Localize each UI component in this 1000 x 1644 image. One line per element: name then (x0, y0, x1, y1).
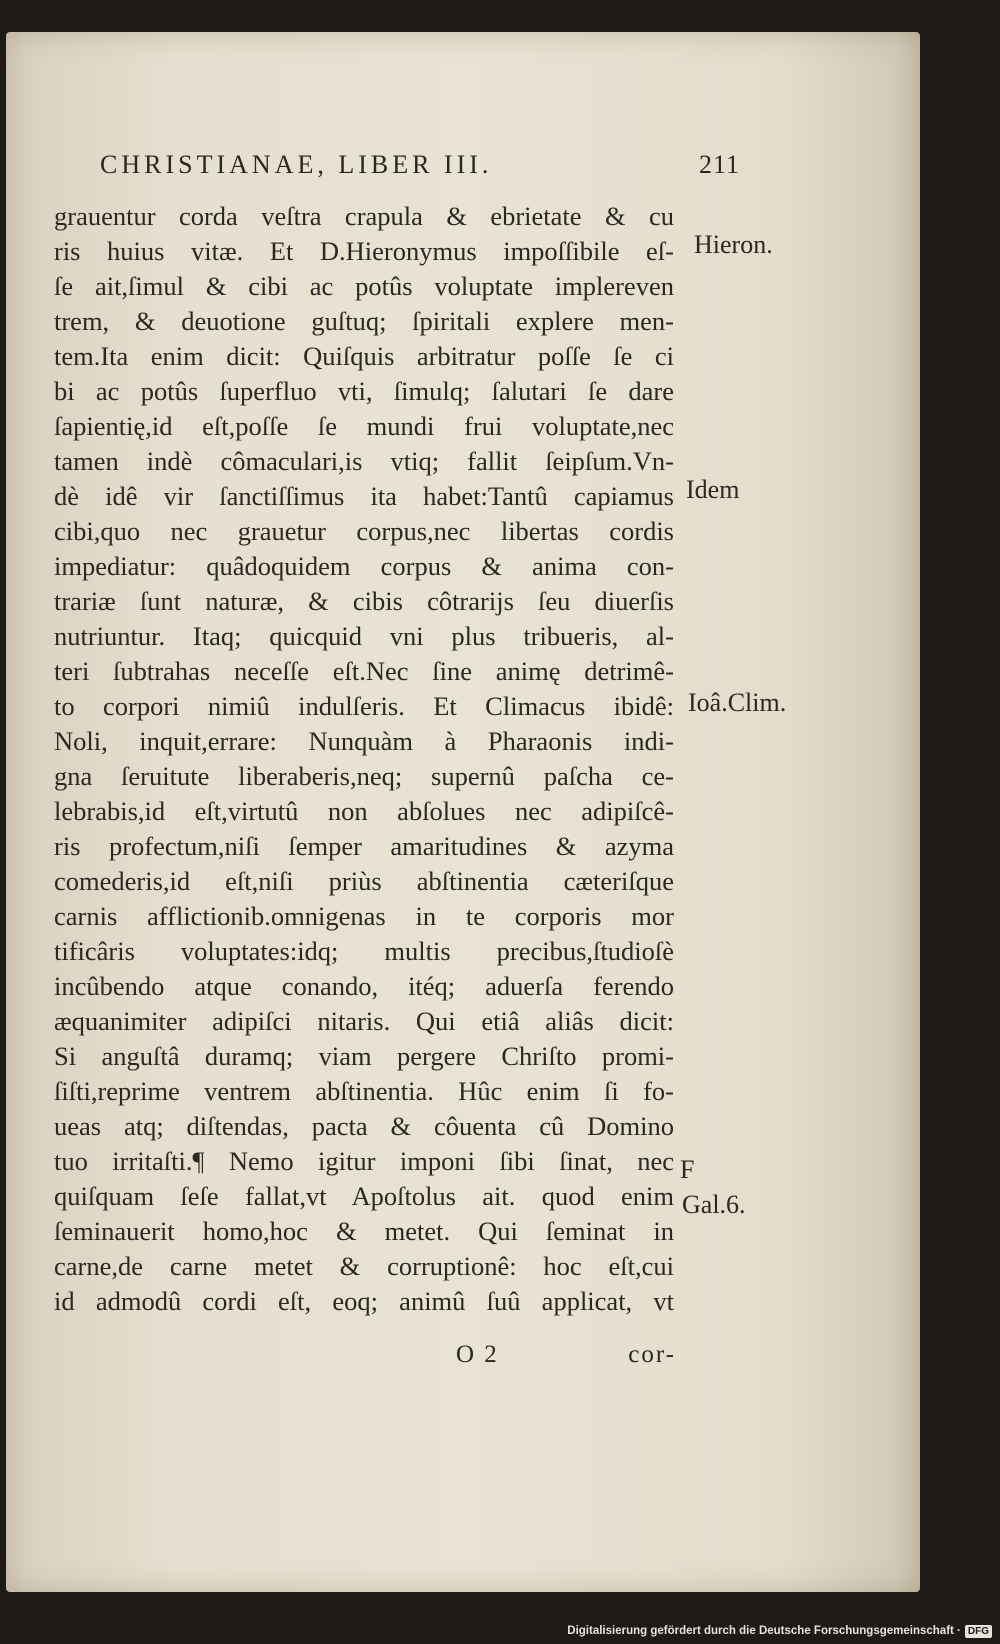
margin-note-section-f: F (680, 1155, 695, 1184)
text-line: trem, & deuotione guſtuq; ſpiritali explere men- (54, 306, 674, 336)
text-line: Noli, inquit,errare: Nunquàm à Pharaonis indi- (54, 726, 674, 756)
catchline (456, 1341, 676, 1369)
text-line: to corpori nimiû indulſeris. Et Climacus ibidê: (54, 691, 674, 721)
text-line: tem.Ita enim dicit: Quiſquis arbitratur poſſe ſe ci (54, 341, 674, 371)
body-text (54, 199, 674, 1319)
text-line: gna ſeruitute liberaberis,neq; supernû paſcha ce- (54, 761, 674, 791)
text-line: bi ac potûs ſuperfluo vti, ſimulq; ſalutari ſe dare (54, 376, 674, 406)
text-line: carne,de carne metet & corruptionê: hoc eſt,cui (54, 1251, 674, 1281)
folio-number: 211 (698, 150, 740, 179)
text-line: quiſquam ſeſe fallat,vt Apoſtolus ait. quod enim (54, 1181, 674, 1211)
text-line: id admodû cordi eſt, eoq; animû ſuû applicat, vt (54, 1286, 674, 1316)
margin-note-idem: Idem (686, 475, 740, 504)
margin-note-ioa-clim: Ioâ.Clim. (688, 688, 787, 717)
text-line: ueas atq; diſtendas, pacta & côuenta cû Domino (54, 1111, 674, 1141)
signature-mark: O 2 (456, 1341, 499, 1368)
text-line: ris profectum,niſi ſemper amaritudines & azyma (54, 831, 674, 861)
text-line: dè idê vir ſanctiſſimus ita habet:Tantû capiamus (54, 481, 674, 511)
page-header (100, 150, 740, 180)
text-line: ſe ait,ſimul & cibi ac potûs voluptate implereven (54, 271, 674, 301)
text-line: teri ſubtrahas neceſſe eſt.Nec ſine animę detrimê- (54, 656, 674, 686)
text-line: æquanimiter adipiſci nitaris. Qui etiâ aliâs dicit: (54, 1006, 674, 1036)
dfg-logo-icon: DFG (965, 1625, 992, 1638)
text-line: grauentur corda veſtra crapula & ebrietate & cu (54, 201, 674, 231)
text-line: Si anguſtâ duramq; viam pergere Chriſto promi- (54, 1041, 674, 1071)
text-line: ſiſti,reprime ventrem abſtinentia. Hûc enim ſi fo- (54, 1076, 674, 1106)
footer-credit: Digitalisierung gefördert durch die Deutsche Forschungsgemeinschaft · (567, 1625, 961, 1637)
text-line: tamen indè cômaculari,is vtiq; fallit ſeipſum.Vn- (54, 446, 674, 476)
running-title: CHRISTIANAE, LIBER III. (100, 150, 493, 179)
text-line: carnis afflictionib.omnigenas in te corporis mor (54, 901, 674, 931)
text-line: tificâris voluptates:idq; multis precibus,ſtudioſè (54, 936, 674, 966)
text-line: ſeminauerit homo,hoc & metet. Qui ſeminat in (54, 1216, 674, 1246)
text-line: nutriuntur. Itaq; quicquid vni plus tribueris, al- (54, 621, 674, 651)
margin-note-gal: Gal.6. (682, 1190, 746, 1219)
text-line: comederis,id eſt,niſi priùs abſtinentia cæteriſque (54, 866, 674, 896)
text-line: impediatur: quâdoquidem corpus & anima con- (54, 551, 674, 581)
text-line: ſapientię,id eſt,poſſe ſe mundi frui voluptate,nec (54, 411, 674, 441)
text-line: lebrabis,id eſt,virtutû non abſolues nec adipiſcê- (54, 796, 674, 826)
text-line: trariæ ſunt naturæ, & cibis côtrarijs ſeu diuerſis (54, 586, 674, 616)
text-line: tuo irritaſti.¶ Nemo igitur imponi ſibi ſinat, nec (54, 1146, 674, 1176)
margin-note-hieron: Hieron. (694, 230, 773, 259)
dfg-footer (567, 1621, 992, 1641)
text-line: cibi,quo nec grauetur corpus,nec libertas cordis (54, 516, 674, 546)
text-line: ris huius vitæ. Et D.Hieronymus impoſſibile eſ- (54, 236, 674, 266)
catchword: cor- (628, 1341, 676, 1368)
text-line: incûbendo atque conando, itéq; aduerſa ferendo (54, 971, 674, 1001)
